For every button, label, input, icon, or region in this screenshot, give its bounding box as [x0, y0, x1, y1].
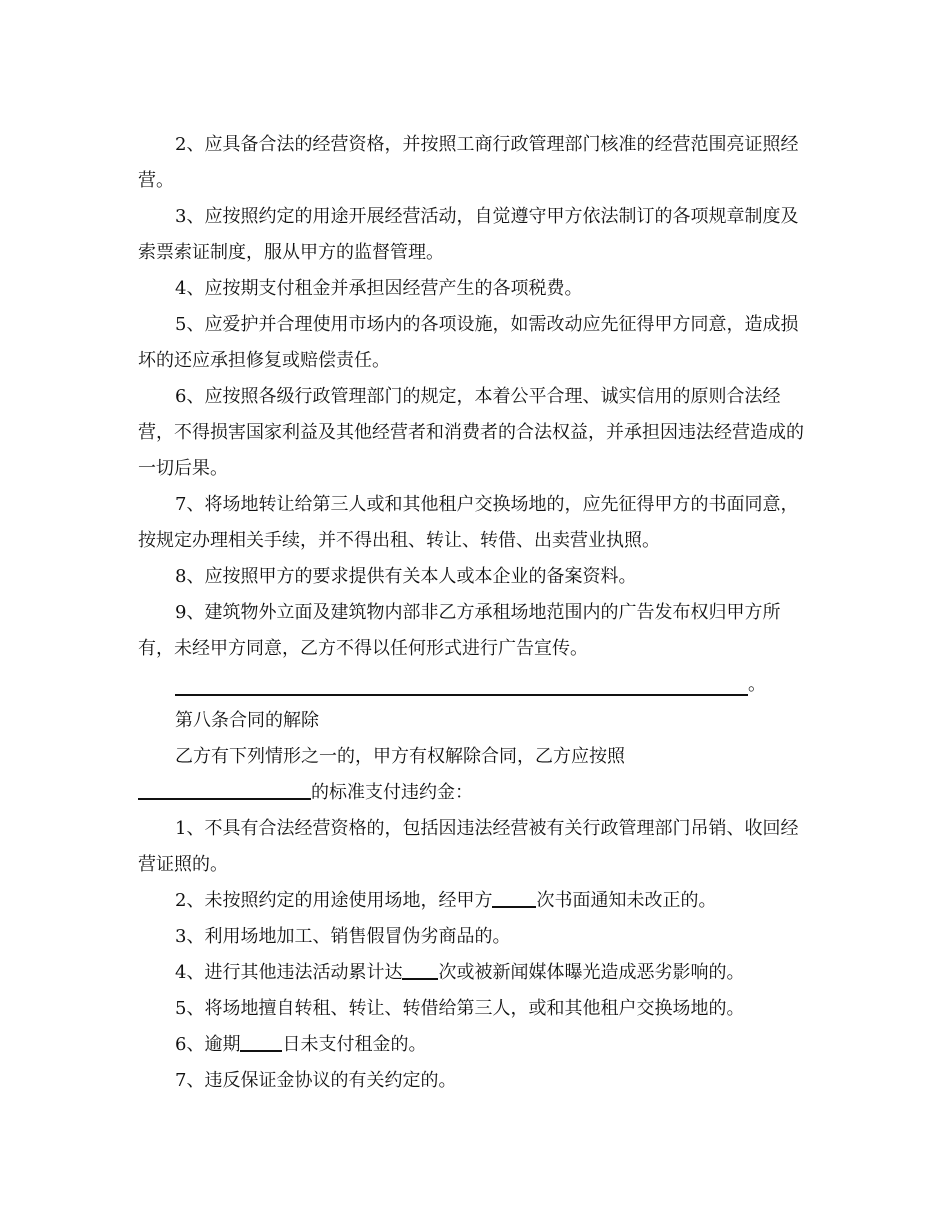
- termination-item-4-post: 次或被新闻媒体曝光造成恶劣影响的。: [438, 962, 745, 983]
- termination-item-6: [138, 1027, 810, 1063]
- termination-item-2: [138, 883, 810, 919]
- termination-item-7: 7、违反保证金协议的有关约定的。: [175, 1070, 457, 1091]
- termination-item-2-post: 次书面通知未改正的。: [536, 890, 717, 911]
- clause-item-2: 2、应具备合法的经营资格，并按照工商行政管理部门核准的经营范围亮证照经营。: [138, 134, 799, 191]
- termination-item-4: [138, 955, 810, 991]
- termination-item-4-pre: 4、进行其他违法活动累计达: [175, 962, 403, 983]
- clause-item-6: 6、应按照各级行政管理部门的规定，本着公平合理、诚实信用的原则合法经营，不得损害国家利益及其他经营者和消费者的合法权益，并承担因违法经营造成的一切后果。: [138, 386, 804, 479]
- termination-intro-tail: 的标准支付违约金：: [311, 782, 473, 803]
- notice-count-blank: [492, 884, 536, 908]
- clause-item-7: 7、将场地转让给第三人或和其他租户交换场地的，应先征得甲方的书面同意，按规定办理相关手续，并不得出租、转让、转借、出卖营业执照。: [138, 494, 799, 551]
- termination-item-2-pre: 2、未按照约定的用途使用场地，经甲方: [175, 890, 493, 911]
- section-title: 第八条合同的解除: [175, 710, 319, 731]
- violation-count-blank: [402, 956, 438, 980]
- rule-end-mark: 。: [748, 674, 766, 695]
- termination-item-1: 1、不具有合法经营资格的，包括因违法经营被有关行政管理部门吊销、收回经营证照的。: [138, 818, 799, 875]
- clause-item-5: 5、应爱护并合理使用市场内的各项设施，如需改动应先征得甲方同意，造成损坏的还应承担修复或赔偿责任。: [138, 314, 799, 371]
- clause-item-3: 3、应按照约定的用途开展经营活动，自觉遵守甲方依法制订的各项规章制度及索票索证制度，服从甲方的监督管理。: [138, 206, 799, 263]
- termination-intro: 乙方有下列情形之一的，甲方有权解除合同，乙方应按照: [175, 746, 625, 767]
- document-body: [138, 127, 810, 1099]
- penalty-standard-blank: [138, 776, 311, 800]
- termination-item-5: 5、将场地擅自转租、转让、转借给第三人，或和其他租户交换场地的。: [175, 998, 745, 1019]
- termination-item-6-post: 日未支付租金的。: [282, 1034, 427, 1055]
- clause-item-4: 4、应按期支付租金并承担因经营产生的各项税费。: [175, 278, 583, 299]
- clause-item-9: 9、建筑物外立面及建筑物内部非乙方承租场地范围内的广告发布权归甲方所有，未经甲方同意，乙方不得以任何形式进行广告宣传。: [138, 602, 781, 659]
- termination-item-3: 3、利用场地加工、销售假冒伪劣商品的。: [175, 926, 511, 947]
- clause-item-8: 8、应按照甲方的要求提供有关本人或本企业的备案资料。: [175, 566, 637, 587]
- long-blank-rule: [175, 668, 748, 696]
- blank-rule-line: [138, 667, 810, 703]
- termination-item-6-pre: 6、逾期: [175, 1034, 241, 1055]
- termination-intro-cont: [138, 775, 810, 811]
- overdue-days-blank: [240, 1028, 282, 1052]
